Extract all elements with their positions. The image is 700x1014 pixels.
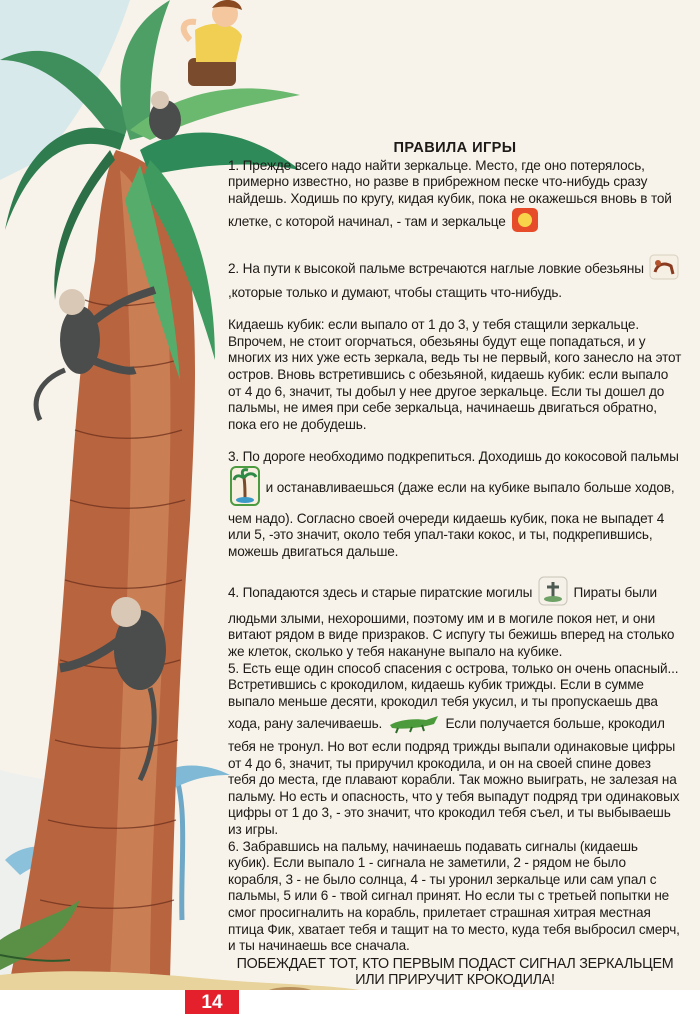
rules-text	[228, 140, 682, 988]
rule-5	[228, 661, 682, 839]
page-footer-band	[0, 990, 700, 1014]
rules-title: ПРАВИЛА ИГРЫ	[393, 140, 517, 156]
boy-illustration	[184, 0, 242, 86]
rule-6: 6. Забравшись на пальму, начинаешь подавать сигналы (кидаешь кубик). Если выпало 1 - сигнала не заметили, 2 - рядом не было корабля, 3 - не было солнца, 4 - ты уронил зеркальце или сам упал с пальмы, 5 или 6 - твой сигнал принят. Но если ты с третьей попытки не смог просигналить на корабль, прилетает страшная хитрая местная птица Фик, хватает тебя и тащит на то место, куда тебя выбросил смерч, и ты начинаешь все сначала.	[228, 838, 680, 954]
rule-4	[228, 576, 682, 660]
rule-2-details: Кидаешь кубик: если выпало от 1 до 3, у тебя стащили зеркальце. Впрочем, не стоит огорчаться, обезьяны будут еще попадаться, и у многих из них уже есть зеркала, ведь ты не первый, кого занесло на этот остров. Вновь встретившись с обезьяной, кидаешь кубик: если выпало от 4 до 6, значит, ты добыл у нее другое зеркальце. Если ты дошел до пальмы, не имея при себе зеркальца, начинаешь двигаться обратно, пока его не добудешь.	[228, 317, 682, 432]
rule-5-text-a: 5. Есть еще один способ спасения с острова, только он очень опасный... Встретившись с крокодилом, кидаешь кубик трижды. Если в сумме выпало меньше десяти, крокодил тебя укусил, и ты пропускаешь два хода, рану залечиваешь.	[228, 660, 679, 732]
rule-1	[228, 158, 682, 238]
mirror-icon	[511, 207, 539, 238]
palm-icon	[230, 466, 260, 511]
grave-icon	[538, 576, 568, 611]
rule-2	[228, 254, 682, 301]
rule-1-text: 1. Прежде всего надо найти зеркальце. Место, где оно потерялось, примерно известно, но разве в прибрежном песке что-нибудь сразу найдешь. Ходишь по кругу, кидая кубик, пока не окажешься вновь в той клетке, с которой начинал, - там и зеркальце	[228, 157, 672, 230]
rule-3-text-b: и останавливаешься (даже если на кубике выпало больше ходов, чем надо). Согласно своей очереди кидаешь кубик, пока не выпадет 4 или 5, -это значит, около тебя упал-таки кокос, и ты, подкрепившись, можешь двигаться дальше.	[228, 479, 675, 559]
winning-condition: ПОБЕЖДАЕТ ТОТ, КТО ПЕРВЫМ ПОДАСТ СИГНАЛ ЗЕРКАЛЬЦЕМ ИЛИ ПРИРУЧИТ КРОКОДИЛА!	[236, 955, 674, 988]
rule-3-text-a: 3. По дороге необходимо подкрепиться. Доходишь до кокосовой пальмы	[228, 449, 679, 465]
monkey-icon	[649, 254, 679, 285]
page-number: 14	[185, 990, 239, 1014]
monkey-illustration-3	[149, 91, 181, 140]
rule-2-text-b: ,которые только и думают, чтобы стащить что-нибудь.	[228, 284, 562, 300]
rule-4-text-a: 4. Попадаются здесь и старые пиратские могилы	[228, 585, 533, 601]
rule-5-text-b: Если получается больше, крокодил тебя не тронул. Но вот если подряд трижды выпали одинаковые цифры от 4 до 6, значит, ты приручил крокодила, и он на своей спине довез тебя до места, где плавают корабли. Так можно выиграть, не залезая на пальму. Но есть и опасность, что у тебя выпадут подряд три одинаковых цифры от 1 до 3, - это значит, что крокодил тебя съел, и ты выбываешь из игры.	[228, 716, 680, 837]
crocodile-icon	[388, 710, 440, 739]
rule-4-text-b: Пираты были людьми злыми, нехорошими, поэтому им и в могиле покоя нет, и они витают рядом в виде призраков. С испугу ты бежишь вперед на столько же клеток, сколько у тебя накануне выпало на кубике.	[228, 585, 675, 660]
rule-2-text-a: 2. На пути к высокой пальме встречаются наглые ловкие обезьяны	[228, 260, 644, 276]
rule-3	[228, 449, 682, 560]
